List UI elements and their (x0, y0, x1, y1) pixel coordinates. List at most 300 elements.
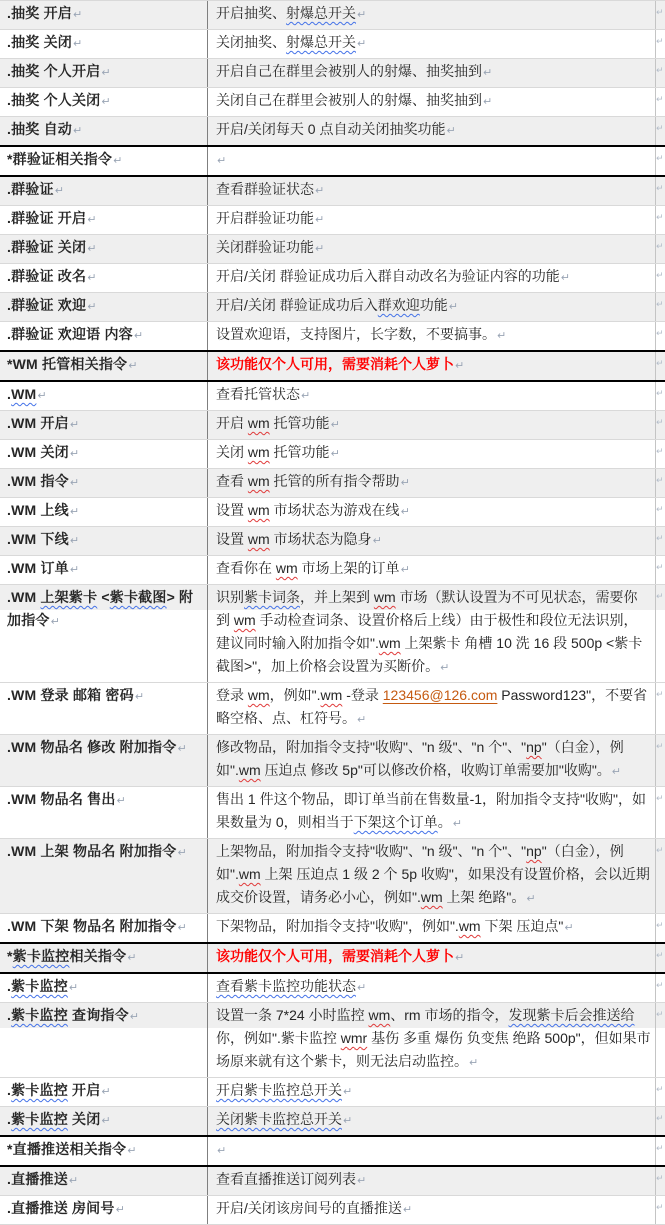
text-segment: 识别 (216, 589, 244, 605)
text-segment: .群验证 关闭 (7, 239, 87, 255)
return-mark-icon: ↵ (87, 272, 97, 284)
row-end-mark-icon: ↵ (656, 358, 664, 368)
text-segment: .WM 登录 邮箱 密码 (7, 687, 134, 703)
description-cell (208, 1107, 656, 1135)
text-segment: 群欢迎 (377, 297, 420, 313)
text-segment: .WM 下线 (7, 531, 69, 547)
return-mark-icon: ↵ (177, 922, 187, 934)
table-row (0, 235, 665, 264)
return-mark-icon: ↵ (87, 301, 97, 313)
text-segment: "（白金），例如". (216, 739, 624, 778)
return-mark-icon: ↵ (68, 982, 79, 994)
command-cell (0, 944, 208, 972)
text-segment: *群验证相关指令 (7, 151, 113, 167)
text-segment: 紫卡词条 (244, 589, 300, 605)
text-segment: 设置一条 7*24 小时监控 (216, 1007, 369, 1023)
text-segment: 上架紫卡 角槽 10 洗 16 段 500p <紫卡截图>"，加上价格会设置为买断价。 (216, 635, 643, 674)
description-cell (208, 411, 656, 439)
return-mark-icon: ↵ (455, 952, 465, 964)
text-segment: "（白金），例如". (216, 843, 624, 882)
text-segment: .直播推送 (7, 1171, 68, 1187)
command-cell (0, 30, 208, 58)
command-cell (0, 1107, 208, 1135)
text-segment: wm (420, 889, 443, 905)
row-end-mark-icon: ↵ (656, 1143, 664, 1153)
return-mark-icon: ↵ (87, 214, 97, 226)
text-segment: 设置 (216, 502, 248, 518)
row-end-mark-icon: ↵ (656, 1009, 664, 1019)
text-segment: 托管功能 (269, 444, 330, 460)
return-mark-icon: ↵ (402, 1204, 413, 1216)
return-mark-icon: ↵ (526, 893, 536, 905)
text-segment: 查看直播推送订阅列表 (216, 1171, 356, 1187)
return-mark-icon: ↵ (37, 390, 47, 402)
text-segment: 下架物品，附加指令支持"收购"，例如". (216, 918, 459, 934)
return-mark-icon: ↵ (69, 419, 80, 431)
return-mark-icon: ↵ (69, 506, 80, 518)
text-segment: 射爆总开关 (286, 34, 356, 50)
command-cell (0, 440, 208, 468)
description-cell (208, 88, 656, 116)
text-segment: 开启/关闭 群验证成功后入 (216, 297, 378, 313)
return-mark-icon: ↵ (469, 1057, 479, 1069)
section-header-row (0, 942, 665, 974)
table-row (0, 974, 665, 1003)
text-segment: 手动检查词条、设置价格后上线）由于极性和段位无法识别，建议同时输入附加指令如". (216, 612, 638, 651)
text-segment: wm (247, 687, 270, 703)
return-mark-icon: ↵ (455, 360, 465, 372)
text-segment: 开启 (67, 1082, 101, 1098)
text-segment: 登录 (216, 687, 248, 703)
text-segment: 开启/关闭每天 0 点自动关闭抽奖功能 (216, 121, 446, 137)
description-cell (208, 440, 656, 468)
table-row (0, 787, 665, 839)
row-end-mark-icon: ↵ (656, 65, 664, 75)
text-segment: . (7, 1082, 12, 1098)
row-end-mark-icon: ↵ (656, 388, 664, 398)
text-segment: 查看紫卡监控功能状态 (216, 978, 356, 994)
return-mark-icon: ↵ (177, 847, 187, 859)
text-segment: np (526, 739, 542, 755)
text-segment: 关闭紫卡监控总开关 (216, 1111, 342, 1127)
description-cell (208, 527, 656, 555)
section-header-row (0, 1135, 665, 1167)
description-cell (208, 1196, 656, 1224)
return-mark-icon: ↵ (129, 1011, 140, 1023)
description-cell (208, 1167, 656, 1195)
return-mark-icon: ↵ (448, 301, 458, 313)
text-segment: 查看 (216, 473, 248, 489)
return-mark-icon: ↵ (134, 691, 145, 703)
text-segment: 关闭 (216, 444, 248, 460)
text-segment: *直播推送相关指令 (7, 1141, 127, 1157)
command-cell (0, 322, 208, 350)
text-segment: wmr (340, 1030, 368, 1046)
text-segment: .WM 开启 (7, 415, 69, 431)
return-mark-icon: ↵ (217, 155, 227, 167)
text-segment: 开启 (216, 415, 248, 431)
table-row (0, 498, 665, 527)
text-segment: 托管的所有指令帮助 (269, 473, 400, 489)
text-segment: 、rm 市场的指令， (390, 1007, 509, 1023)
description-cell (208, 944, 656, 972)
table-row (0, 914, 665, 943)
text-segment: .抽奖 个人开启 (7, 63, 101, 79)
row-end-mark-icon: ↵ (656, 689, 664, 699)
text-segment: wm (458, 918, 481, 934)
description-cell (208, 264, 656, 292)
row-end-mark-icon: ↵ (656, 741, 664, 751)
command-cell (0, 1167, 208, 1195)
command-cell (0, 206, 208, 234)
return-mark-icon: ↵ (128, 360, 138, 372)
table-row (0, 469, 665, 498)
description-cell (208, 206, 656, 234)
text-segment: .WM 物品名 修改 附加指令 (7, 739, 177, 755)
row-end-mark-icon: ↵ (656, 299, 664, 309)
text-segment: 开启自己在群里会被别人的射爆、抽奖抽到 (216, 63, 482, 79)
return-mark-icon: ↵ (315, 243, 325, 255)
text-segment: wm (247, 473, 270, 489)
table-row (0, 59, 665, 88)
section-header-row (0, 145, 665, 177)
text-segment: 该功能仅个人可用，需要消耗个人萝卜 (216, 356, 454, 372)
row-end-mark-icon: ↵ (656, 212, 664, 222)
return-mark-icon: ↵ (50, 616, 61, 628)
text-segment: . (7, 386, 12, 402)
email-link[interactable]: 123456@126.com (382, 687, 498, 703)
text-segment: .直播推送 房间号 (7, 1200, 115, 1216)
row-end-mark-icon: ↵ (656, 845, 664, 855)
command-cell (0, 914, 208, 942)
row-end-mark-icon: ↵ (656, 533, 664, 543)
text-segment: 基伤 多重 爆伤 负变焦 绝路 500p"，但如果市场原来就有这个紫卡，则无法启动监控。 (216, 1030, 651, 1069)
text-segment: wm (238, 762, 261, 778)
description-cell (208, 1137, 656, 1165)
command-cell (0, 1, 208, 29)
table-row (0, 527, 665, 556)
text-segment: 开启/关闭该房间号的直播推送 (216, 1200, 402, 1216)
text-segment: .群验证 开启 (7, 210, 87, 226)
command-cell (0, 787, 208, 838)
text-segment: wm (275, 560, 298, 576)
text-segment: 修改物品，附加指令支持"收购"、"n 级"、"n 个"、" (216, 739, 527, 755)
table-row (0, 440, 665, 469)
text-segment: 功能 (419, 297, 448, 313)
return-mark-icon: ↵ (69, 564, 80, 576)
command-cell (0, 59, 208, 87)
table-row (0, 1003, 665, 1078)
description-cell (208, 1, 656, 29)
text-segment: 市场状态为隐身 (269, 531, 372, 547)
text-segment: 关闭抽奖、 (216, 34, 286, 50)
text-segment: .抽奖 关闭 (7, 34, 72, 50)
return-mark-icon: ↵ (69, 448, 80, 460)
description-cell (208, 585, 656, 682)
return-mark-icon: ↵ (483, 96, 493, 108)
text-segment: 市场（默认设置为不可见状态，需要你到 (216, 589, 638, 628)
return-mark-icon: ↵ (446, 125, 456, 137)
text-segment: .WM 关闭 (7, 444, 69, 460)
text-segment: .WM 上架 物品名 附加指令 (7, 843, 177, 859)
text-segment: 紫卡截图 (109, 589, 167, 605)
command-cell (0, 352, 208, 380)
return-mark-icon: ↵ (400, 477, 410, 489)
return-mark-icon: ↵ (72, 125, 83, 137)
return-mark-icon: ↵ (116, 795, 126, 807)
return-mark-icon: ↵ (452, 818, 462, 830)
return-mark-icon: ↵ (357, 982, 367, 994)
row-end-mark-icon: ↵ (656, 446, 664, 456)
text-segment: 上架物品，附加指令支持"收购"、"n 级"、"n 个"、" (216, 843, 527, 859)
table-row (0, 177, 665, 206)
row-end-mark-icon: ↵ (656, 504, 664, 514)
return-mark-icon: ↵ (611, 766, 622, 778)
row-end-mark-icon: ↵ (656, 417, 664, 427)
text-segment: .抽奖 个人关闭 (7, 92, 101, 108)
description-cell (208, 147, 656, 175)
description-cell (208, 556, 656, 584)
return-mark-icon: ↵ (400, 564, 410, 576)
description-cell (208, 177, 656, 205)
command-cell (0, 264, 208, 292)
table-row (0, 206, 665, 235)
text-segment: np (526, 843, 542, 859)
command-cell (0, 293, 208, 321)
command-cell (0, 974, 208, 1002)
text-segment: wm (320, 687, 343, 703)
row-end-mark-icon: ↵ (656, 1084, 664, 1094)
command-cell (0, 839, 208, 913)
table-row (0, 735, 665, 787)
text-segment: 相关指令 (69, 948, 127, 964)
text-segment: 紫卡监控 (11, 978, 68, 994)
return-mark-icon: ↵ (560, 272, 570, 284)
text-segment: wm (233, 612, 256, 628)
section-header-row (0, 350, 665, 382)
return-mark-icon: ↵ (357, 1175, 367, 1187)
return-mark-icon: ↵ (301, 390, 311, 402)
return-mark-icon: ↵ (372, 535, 382, 547)
table-row (0, 683, 665, 735)
text-segment: 关闭群验证功能 (216, 239, 314, 255)
return-mark-icon: ↵ (115, 1204, 126, 1216)
text-segment: wm (247, 415, 270, 431)
description-cell (208, 683, 656, 734)
row-end-mark-icon: ↵ (656, 183, 664, 193)
text-segment: 设置欢迎语，支持图片，长字数，不要搞事。 (216, 326, 496, 342)
return-mark-icon: ↵ (54, 185, 65, 197)
text-segment: 查看托管状态 (216, 386, 300, 402)
text-segment: 下架 压迫点" (480, 918, 564, 934)
description-cell (208, 322, 656, 350)
text-segment: .群验证 欢迎 (7, 297, 87, 313)
command-cell (0, 683, 208, 734)
command-cell (0, 1078, 208, 1106)
return-mark-icon: ↵ (101, 1115, 111, 1127)
return-mark-icon: ↵ (440, 662, 450, 674)
description-cell (208, 974, 656, 1002)
text-segment: wm (247, 444, 270, 460)
return-mark-icon: ↵ (330, 448, 340, 460)
table-row (0, 1, 665, 30)
text-segment: .抽奖 自动 (7, 121, 72, 137)
text-segment: . (7, 1007, 12, 1023)
command-cell (0, 147, 208, 175)
text-segment: -登录 (342, 687, 383, 703)
description-cell (208, 382, 656, 410)
row-end-mark-icon: ↵ (656, 1202, 664, 1212)
return-mark-icon: ↵ (127, 1145, 137, 1157)
text-segment: wm (378, 635, 401, 651)
text-segment: 开启群验证功能 (216, 210, 314, 226)
text-segment: wm (373, 589, 396, 605)
command-cell (0, 177, 208, 205)
table-row (0, 585, 665, 683)
text-segment: . (7, 1111, 12, 1127)
table-row (0, 411, 665, 440)
text-segment: 开启/关闭 群验证成功后入群自动改名为验证内容的功能 (216, 268, 560, 284)
text-segment: ，例如". (269, 687, 321, 703)
text-segment: * (7, 948, 13, 964)
row-end-mark-icon: ↵ (656, 920, 664, 930)
command-cell (0, 498, 208, 526)
text-segment: 开启紫卡监控总开关 (216, 1082, 342, 1098)
text-segment: 售出 1 件这个物品，即订单当前在售数量-1，附加指令支持"收购"，如果数量为 0，则相当于 (216, 791, 646, 830)
row-end-mark-icon: ↵ (656, 591, 664, 601)
table-row (0, 322, 665, 351)
table-row (0, 1107, 665, 1136)
text-segment: 紫卡监控 (12, 948, 70, 964)
return-mark-icon: ↵ (87, 243, 97, 255)
description-cell (208, 735, 656, 786)
row-end-mark-icon: ↵ (656, 793, 664, 803)
description-cell (208, 235, 656, 263)
return-mark-icon: ↵ (315, 185, 325, 197)
text-segment: *WM 托管相关指令 (7, 356, 128, 372)
text-segment: .WM 物品名 售出 (7, 791, 116, 807)
command-cell (0, 235, 208, 263)
text-segment: wm (247, 531, 270, 547)
text-segment: 紫卡监控 (11, 1082, 68, 1098)
row-end-mark-icon: ↵ (656, 1173, 664, 1183)
table-row (0, 88, 665, 117)
text-segment: 市场上架的订单 (297, 560, 400, 576)
return-mark-icon: ↵ (113, 155, 123, 167)
row-end-mark-icon: ↵ (656, 153, 664, 163)
row-end-mark-icon: ↵ (656, 241, 664, 251)
text-segment: .WM (7, 589, 41, 605)
text-segment: ，并上架到 (300, 589, 374, 605)
text-segment: 。 (437, 814, 452, 830)
return-mark-icon: ↵ (68, 1175, 79, 1187)
description-cell (208, 293, 656, 321)
text-segment: wm (238, 866, 261, 882)
table-row (0, 264, 665, 293)
text-segment: 压迫点 修改 5p"可以修改价格，收购订单需要加"收购"。 (260, 762, 611, 778)
table-row (0, 556, 665, 585)
text-segment: 设置 (216, 531, 248, 547)
text-segment: 紫卡监控 (11, 1111, 68, 1127)
return-mark-icon: ↵ (357, 38, 367, 50)
text-segment: 查询指令 (67, 1007, 129, 1023)
row-end-mark-icon: ↵ (656, 36, 664, 46)
command-cell (0, 1137, 208, 1165)
table-row (0, 1078, 665, 1107)
table-row (0, 1196, 665, 1225)
text-segment: 发现紫卡后会推送给 (508, 1007, 635, 1023)
return-mark-icon: ↵ (72, 38, 83, 50)
return-mark-icon: ↵ (483, 67, 493, 79)
return-mark-icon: ↵ (217, 1145, 227, 1157)
description-cell (208, 117, 656, 145)
description-cell (208, 30, 656, 58)
command-cell (0, 411, 208, 439)
command-cell (0, 88, 208, 116)
row-end-mark-icon: ↵ (656, 950, 664, 960)
description-cell (208, 914, 656, 942)
return-mark-icon: ↵ (101, 67, 111, 79)
command-cell (0, 1196, 208, 1224)
row-end-mark-icon: ↵ (656, 7, 664, 17)
text-segment: > 附加指令 (7, 589, 194, 628)
description-cell (208, 787, 656, 838)
return-mark-icon: ↵ (343, 1086, 353, 1098)
description-cell (208, 469, 656, 497)
text-segment: .WM 订单 (7, 560, 69, 576)
text-segment: 射爆总开关 (286, 5, 356, 21)
return-mark-icon: ↵ (72, 9, 83, 21)
return-mark-icon: ↵ (101, 1086, 111, 1098)
table-row (0, 30, 665, 59)
text-segment: < (97, 589, 110, 605)
return-mark-icon: ↵ (497, 330, 507, 342)
return-mark-icon: ↵ (69, 535, 80, 547)
return-mark-icon: ↵ (127, 952, 137, 964)
command-cell (0, 527, 208, 555)
description-cell (208, 1078, 656, 1106)
command-cell (0, 556, 208, 584)
text-segment: .WM 上线 (7, 502, 69, 518)
description-cell (208, 352, 656, 380)
return-mark-icon: ↵ (564, 922, 574, 934)
text-segment: 上架紫卡 (40, 589, 98, 605)
text-segment: 上架 绝路"。 (442, 889, 526, 905)
command-cell (0, 585, 208, 682)
text-segment: 你，例如".紫卡监控 (216, 1030, 341, 1046)
return-mark-icon: ↵ (101, 96, 111, 108)
text-segment: wm (368, 1007, 391, 1023)
description-cell (208, 59, 656, 87)
command-cell (0, 735, 208, 786)
text-segment: wm (247, 502, 270, 518)
command-cell (0, 117, 208, 145)
text-segment: .WM 下架 物品名 附加指令 (7, 918, 177, 934)
return-mark-icon: ↵ (357, 9, 367, 21)
table-row (0, 293, 665, 322)
return-mark-icon: ↵ (330, 419, 340, 431)
row-end-mark-icon: ↵ (656, 1113, 664, 1123)
table-row (0, 1167, 665, 1196)
description-cell (208, 498, 656, 526)
text-segment: 下架这个订单 (353, 814, 438, 830)
description-cell (208, 1003, 656, 1077)
command-cell (0, 382, 208, 410)
text-segment: .抽奖 开启 (7, 5, 72, 21)
text-segment: .群验证 (7, 181, 54, 197)
text-segment: .WM 指令 (7, 473, 69, 489)
text-segment: 上架 压迫点 1 级 2 个 5p 收购"，如果没有设置价格，会以近期成交价设置，请务必小心，例如". (216, 866, 650, 905)
